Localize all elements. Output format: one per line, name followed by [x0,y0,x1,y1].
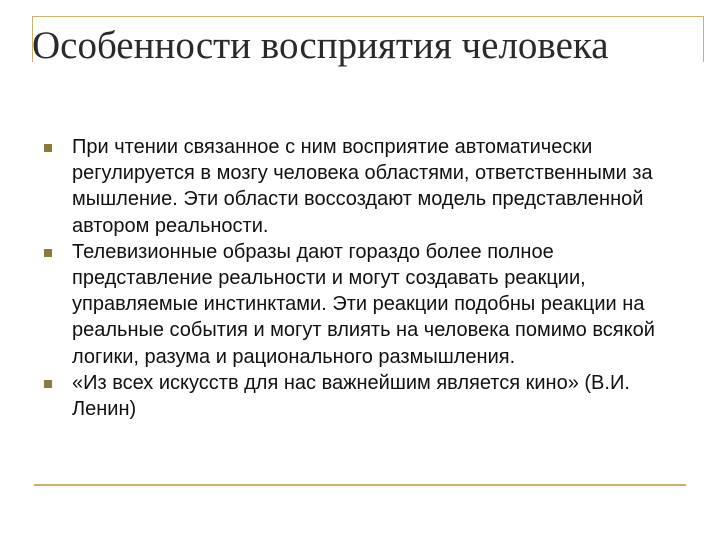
square-bullet-icon [44,249,52,257]
square-bullet-icon [44,144,52,152]
bullet-item [44,370,664,422]
frame-bottom-line [34,484,686,486]
bullet-item [44,239,664,370]
bullet-item [44,134,664,239]
frame-top-line [32,16,703,17]
bullet-text: Телевизионные образы дают гораздо более полное представление реальности и могут создавать реакции, управляемые инстинктами. Эти реакции подобны реакции на реальные события и могут влиять на человека помимо всякой логики, разума и рационального размышления. [72,240,655,368]
slide-title: Особенности восприятия человека [32,24,609,67]
bullet-text: «Из всех искусств для нас важнейшим является кино» (В.И. Ленин) [72,371,630,421]
frame-right-line [703,16,704,62]
square-bullet-icon [44,380,52,388]
bullet-list [44,134,664,422]
bullet-text: При чтении связанное с ним восприятие автоматически регулируется в мозгу человека областями, ответственными за мышление. Эти области воссоздают модель представленной автором реальности. [72,136,653,237]
